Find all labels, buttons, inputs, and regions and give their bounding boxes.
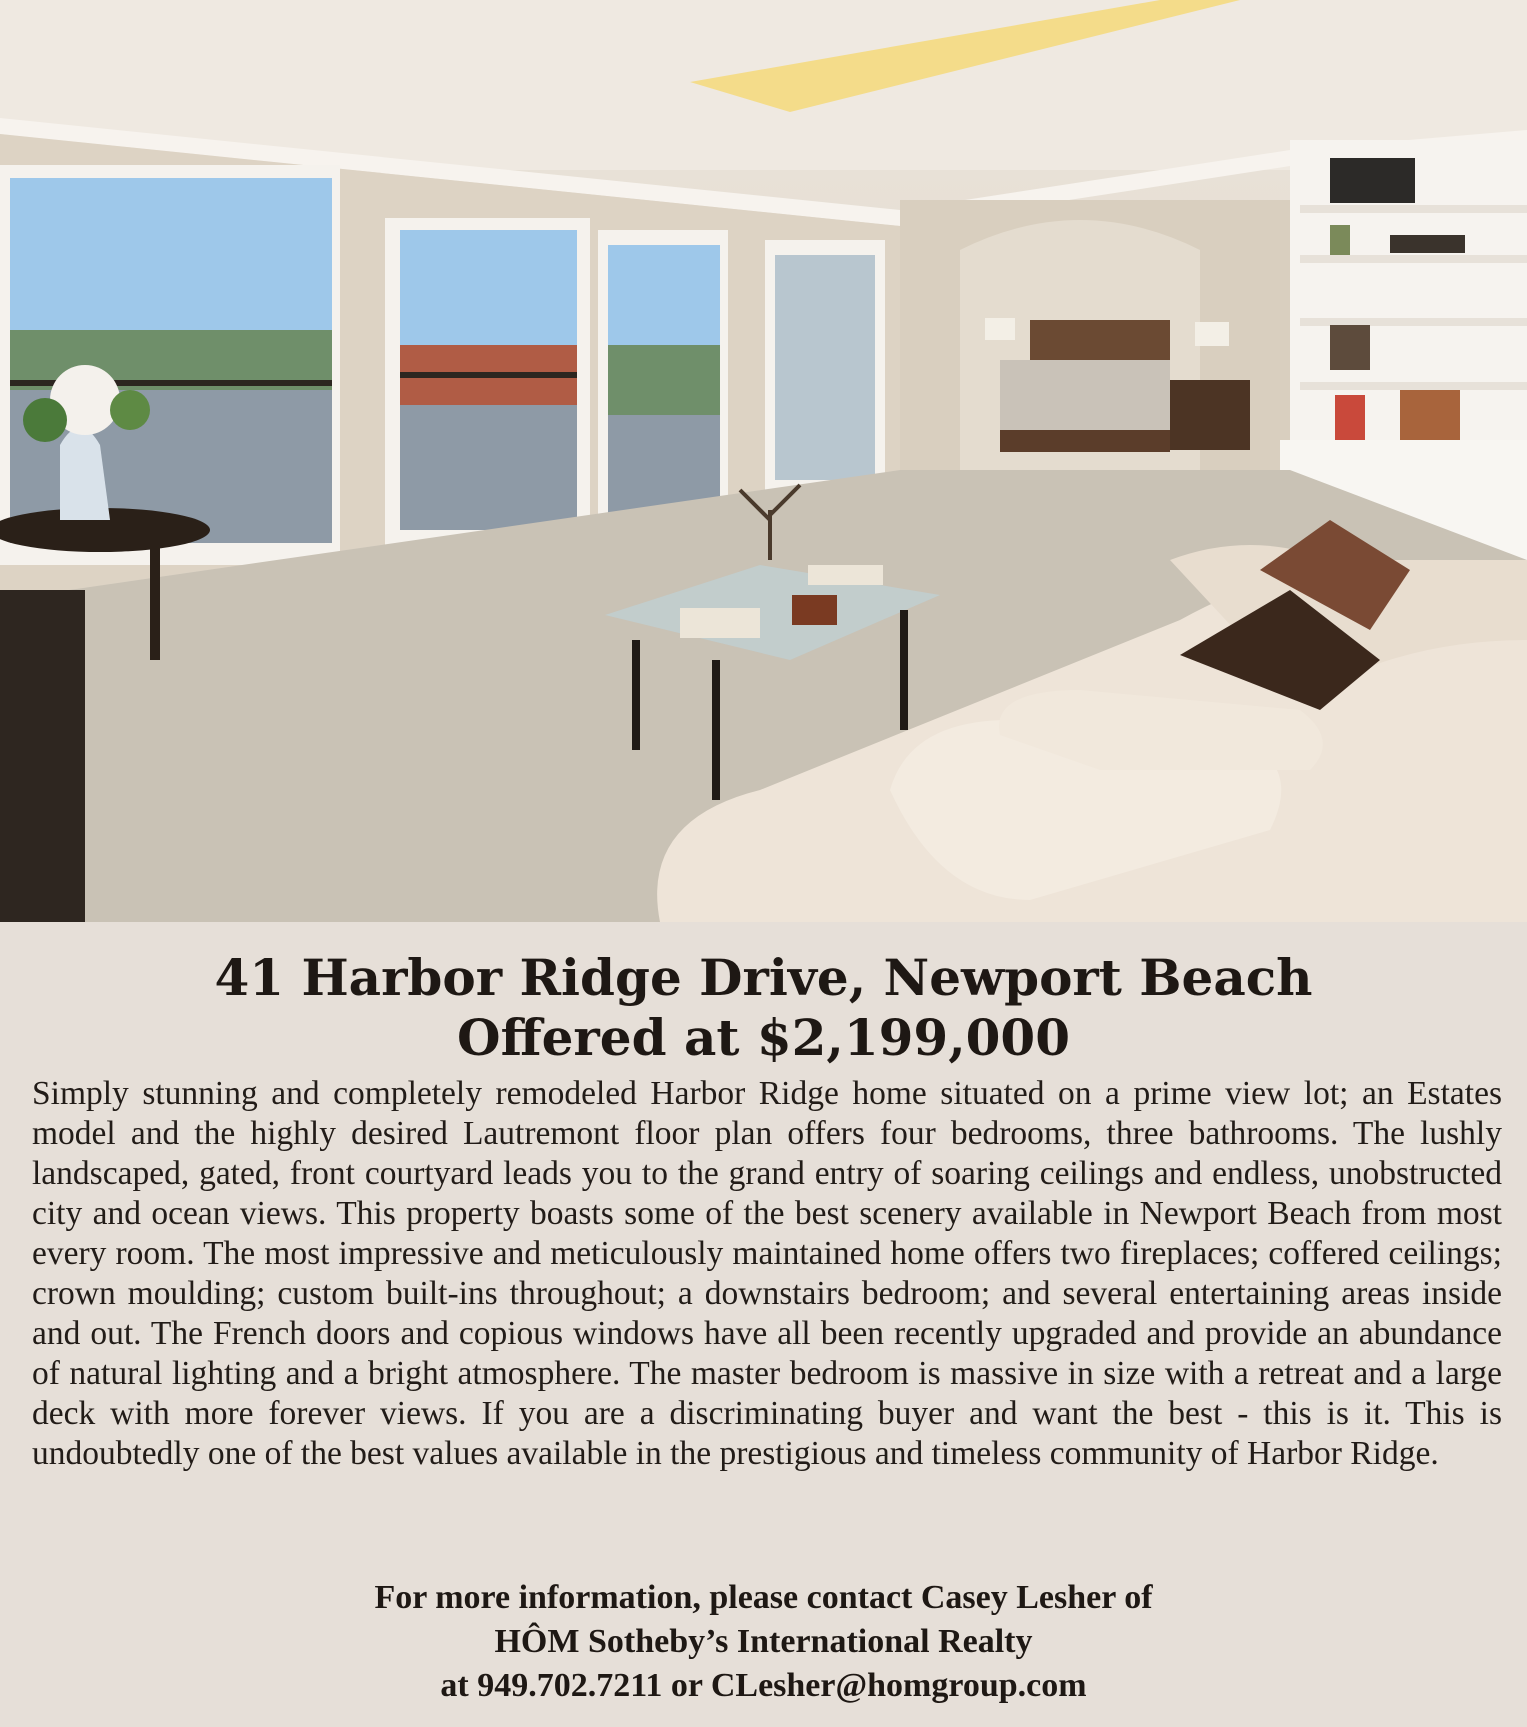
door-right <box>765 240 885 500</box>
contact-line-brokerage: HÔM Sotheby’s International Realty <box>494 1623 1033 1660</box>
contact-line-phone-email: at 949.702.7211 or CLesher@homgroup.com <box>440 1667 1087 1704</box>
listing-price: Offered at $2,199,000 <box>457 1008 1070 1067</box>
listing-details <box>0 922 1527 1727</box>
listing-description: Simply stunning and completely remodeled Harbor Ridge home situated on a prime view lot; an Estates model and the highly desired Lautremont floor plan offers four bedrooms, three bathrooms. The lushly landscaped, gated, front courtyard leads you to the grand entry of soaring ceilings and endless, unobstructed city and ocean views. This property boasts some of the best scenery available in Newport Beach from most every room. The most impressive and meticulously maintained home offers two fireplaces; coffered ceilings; crown moulding; custom built-ins throughout; a downstairs bedroom; and several entertaining areas inside and out. The French doors and copious windows have all been recently upgraded and provide an abundance of natural lighting and a bright atmosphere. The master bedroom is massive in size with a retreat and a large deck with more forever views. If you are a discriminating buyer and want the best - this is it. This is undoubtedly one of the best values available in the prestigious and timeless community of Harbor Ridge. <box>32 1075 1502 1472</box>
contact-block <box>0 1576 1527 1708</box>
contact-line-agent: For more information, please contact Casey Lesher of <box>374 1579 1153 1616</box>
window-left <box>0 165 340 565</box>
door-center <box>598 230 728 535</box>
window-center <box>385 218 590 563</box>
listing-address: 41 Harbor Ridge Drive, Newport Beach <box>214 948 1313 1007</box>
